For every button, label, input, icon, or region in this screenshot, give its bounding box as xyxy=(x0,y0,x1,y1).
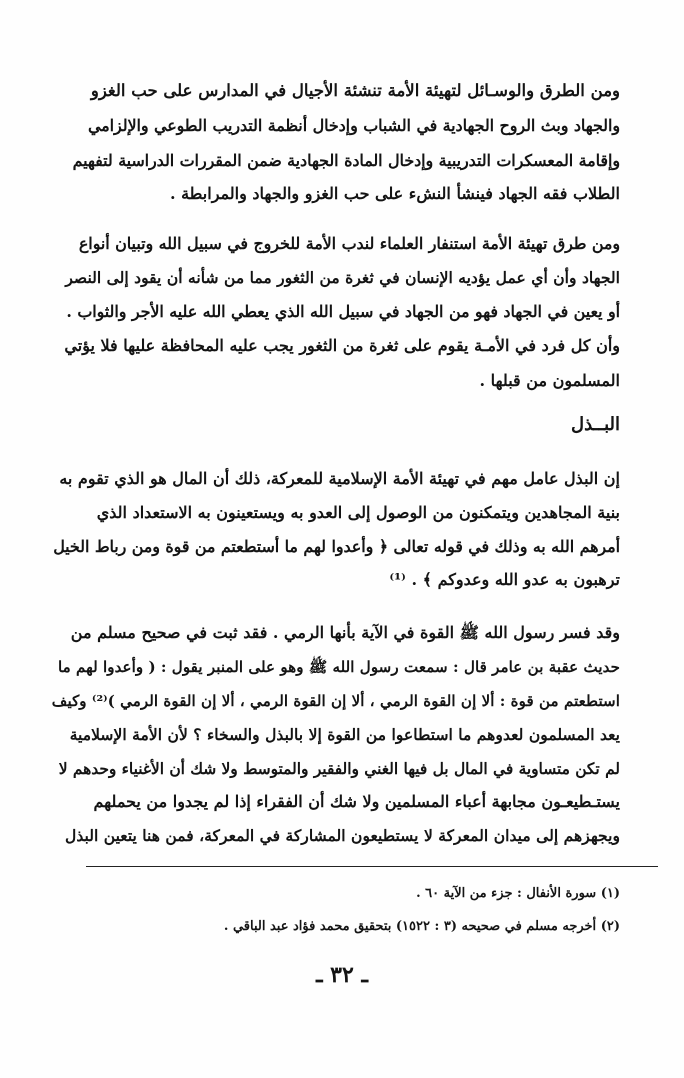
paragraph-2-line-1: ومن طرق تهيئة الأمة استنفار العلماء لندب الأمة للخروج في سبيل الله وتبيان أنواع xyxy=(78,234,620,253)
footnote-divider xyxy=(86,866,658,867)
paragraph-1-line-1: ومن الطرق والوسـائل لتهيئة الأمة تنشئة الأجيال في المدارس على حب الغزو xyxy=(90,81,620,100)
paragraph-3-line-2: بنية المجاهدين ويتمكنون من الوصول إلى العدو به ويستعينون به الاستعداد الذي xyxy=(96,503,620,522)
paragraph-2-line-3: أو يعين في الجهاد فهو من الجهاد في سبيل الله الذي يعطي الله عليه الأجر والثواب . xyxy=(66,302,620,321)
paragraph-4-line-4: يعد المسلمون لعدوهم ما استطاعوا من القوة إلا بالبذل والسخاء ؟ لأن الأمة الإسلامية xyxy=(69,725,620,744)
paragraph-4-line-6: يستـطيعـون مجابهة أعباء المسلمين ولا شك أن الفقراء إذا لم يجدوا من يحملهم xyxy=(93,792,620,811)
paragraph-2-line-5: المسلمون من قبلها . xyxy=(479,371,620,390)
paragraph-3-line-4: ترهبون به عدو الله وعدوكم ﴾ . ⁽¹⁾ xyxy=(389,570,620,589)
paragraph-4-line-7: ويجهزهم إلى ميدان المعركة لا يستطيعون المشاركة في المعركة، فمن هنا يتعين البذل xyxy=(64,826,620,845)
paragraph-1-line-3: وإقامة المعسكرات التدريبية وإدخال المادة الجهادية ضمن المقررات الدراسية لتفهيم xyxy=(72,151,620,170)
footnote-1: (١) سورة الأنفال : جزء من الآية ٦٠ . xyxy=(416,886,620,901)
paragraph-4-line-1: وقد فسر رسول الله ﷺ القوة في الآية بأنها الرمي . فقد ثبت في صحيح مسلم من xyxy=(70,623,620,642)
paragraph-1-line-4: الطلاب فقه الجهاد فينشأ النشء على حب الغزو والجهاد والمرابطة . xyxy=(169,184,620,203)
page-number: ـ ٣٢ ـ xyxy=(316,962,368,988)
paragraph-3-line-3: أمرهم الله به وذلك في قوله تعالى ﴿ وأعدوا لهم ما أستطعتم من قوة ومن رباط الخيل xyxy=(53,537,620,556)
paragraph-2-line-4: وأن كل فرد في الأمـة يقوم على ثغرة من الثغور يجب عليه المحافظة عليها فلا يؤتي xyxy=(64,336,620,355)
paragraph-1-line-2: والجهاد وبث الروح الجهادية في الشباب وإدخال أنظمة التدريب الطوعي والإلزامي xyxy=(87,116,620,135)
paragraph-2-line-2: الجهاد وأن أي عمل يؤديه الإنسان في ثغرة من الثغور مما من شأنه أن يقود إلى النصر xyxy=(65,268,620,287)
paragraph-4-line-2: حديث عقبة بن عامر قال : سمعت رسول الله ﷺ وهو على المنبر يقول : ( وأعدوا لهم ما xyxy=(57,658,620,676)
footnote-2: (٢) أخرجه مسلم في صحيحه (٣ : ١٥٢٢) بتحقيق محمد فؤاد عبد الباقي . xyxy=(223,919,620,934)
paragraph-3-line-1: إن البذل عامل مهم في تهيئة الأمة الإسلامية للمعركة، ذلك أن المال هو الذي تقوم به xyxy=(59,469,620,488)
paragraph-4-line-3: استطعتم من قوة : ألا إن القوة الرمي ، ألا إن القوة الرمي ، ألا إن القوة الرمي )⁽²⁾ وكيف xyxy=(51,692,620,710)
paragraph-4-line-5: لم تكن متساوية في المال بل فيها الغني والفقير والمتوسط ولا شك أن الأغنياء وحدهم لا xyxy=(58,760,620,778)
section-heading: البــذل xyxy=(571,414,620,435)
